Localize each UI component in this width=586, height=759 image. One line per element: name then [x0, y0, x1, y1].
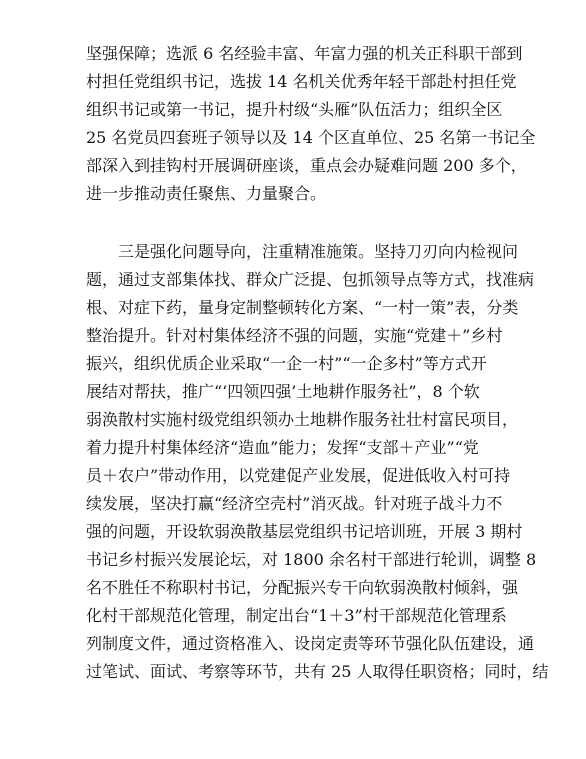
text-line: 组织书记或第一书记，提升村级“头雁”队伍活力；组织全区	[86, 100, 503, 119]
text-line: 名不胜任不称职村书记，分配振兴专干向软弱涣散村倾斜，强	[86, 578, 519, 597]
text-line: 着力提升村集体经济“造血”能力；发挥“支部＋产业”“党	[86, 438, 479, 457]
text-line: 列制度文件，通过资格准入、设岗定责等环节强化队伍建设，通	[86, 634, 535, 653]
text-line: 整治提升。针对村集体经济不强的问题，实施“党建＋”乡村	[86, 326, 503, 345]
text-line: 部深入到挂钩村开展调研座谈，重点会办疑难问题 200 多个，	[86, 156, 527, 175]
text-line: 坚强保障；选派 6 名经验丰富、年富力强的机关正科职干部到	[86, 44, 523, 63]
text-line: 弱涣散村实施村级党组织领办土地耕作服务社壮村富民项目，	[86, 410, 519, 429]
text-line: 员＋农户”带动作用，以党建促产业发展，促进低收入村可持	[86, 466, 511, 485]
text-line: 过笔试、面试、考察等环节，共有 25 人取得任职资格；同时，结	[86, 662, 549, 681]
paragraph-1	[86, 40, 536, 208]
text-line: 三是强化问题导向，注重精准施策。坚持刀刃向内检视问	[118, 242, 519, 261]
text-line: 续发展，坚决打赢“经济空壳村”消灭战。针对班子战斗力不	[86, 494, 503, 513]
text-line: 书记乡村振兴发展论坛，对 1800 余名村干部进行轮训，调整 8	[86, 550, 537, 569]
text-line: 题，通过支部集体找、群众广泛提、包抓领导点等方式，找准病	[86, 270, 535, 289]
text-line: 展结对帮扶，推广“‘四领四强’土地耕作服务社”，8 个软	[86, 382, 480, 401]
text-line: 振兴，组织优质企业采取“一企一村”“一企多村”等方式开	[86, 354, 487, 373]
text-line: 根、对症下药，量身定制整顿转化方案、“一村一策”表，分类	[86, 298, 519, 317]
text-line: 村担任党组织书记，选拔 14 名机关优秀年轻干部赴村担任党	[86, 72, 517, 91]
text-line: 25 名党员四套班子领导以及 14 个区直单位、25 名第一书记全	[86, 128, 536, 147]
paragraph-2	[86, 238, 549, 686]
text-line: 强的问题，开设软弱涣散基层党组织书记培训班，开展 3 期村	[86, 522, 523, 541]
text-line: 进一步推动责任聚焦、力量聚合。	[86, 184, 327, 203]
text-line: 化村干部规范化管理，制定出台“1＋3”村干部规范化管理系	[86, 606, 507, 625]
